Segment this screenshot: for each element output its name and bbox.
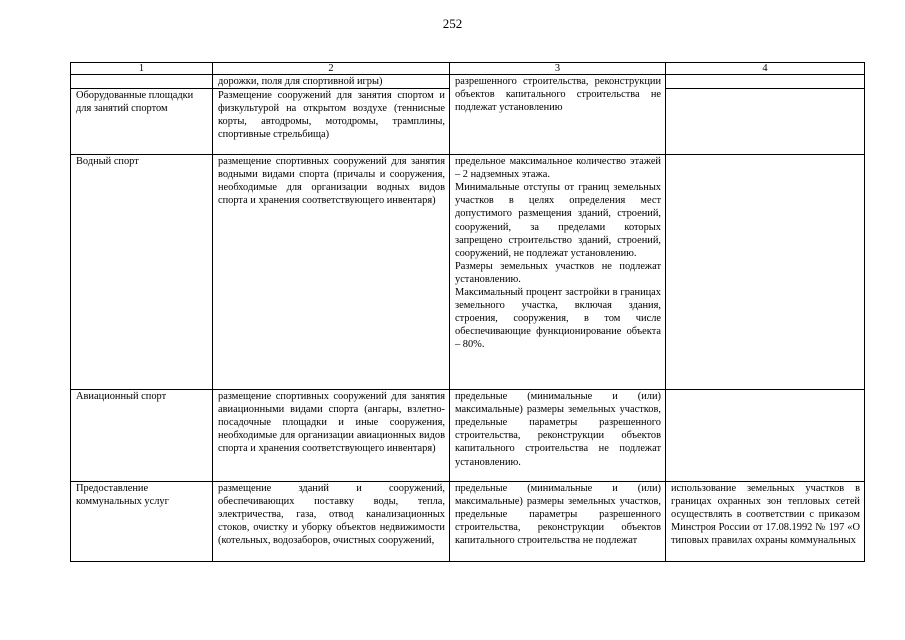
- parameters-text: Максимальный процент застройки в границах земельного участка, включая здания, строения, сооружения, в том числе обеспечивающие функционирование объекта – 80%.: [455, 287, 661, 351]
- parameters-text: Размеры земельных участков не подлежат установлению.: [455, 260, 661, 285]
- description-text: размещение спортивных сооружений для занятия авиационными видами спорта (ангары, взлетно-посадочные площадки и иные сооружения, необходимые для организации авиационных видов спорта и хранения соответствующего инвентаря): [218, 391, 445, 455]
- table-row: [71, 390, 865, 482]
- parameters-text: разрешенного строительства, реконструкции объектов капитального строительства не подлежат установлению: [455, 76, 661, 114]
- parameters-cell: [450, 75, 666, 155]
- description-cell: [213, 155, 450, 390]
- restrictions-text: использование земельных участков в границах охранных зон тепловых сетей осуществлять в соответствии с приказом Минстроя России от 17.08.1992 № 197 «О типовых правилах охраны коммунальных: [671, 483, 860, 547]
- page-number: 252: [442, 16, 463, 31]
- parameters-text: предельные (минимальные и (или) максимальные) размеры земельных участков, предельные параметры разрешенного строительства, реконструкции объектов капитального строительства не подлежат: [455, 483, 661, 547]
- column-number-3: 3: [450, 63, 666, 75]
- description-cell: [213, 390, 450, 482]
- description-text: размещение зданий и сооружений, обеспечивающих поставку воды, тепла, электричества, газа, отвод канализационных стоков, очистку и уборку объектов недвижимости (котельных, водозаборов, очистных сооружений,: [218, 483, 445, 547]
- restrictions-cell: [666, 482, 865, 562]
- restrictions-cell: [666, 89, 865, 155]
- parameters-cell: [450, 482, 666, 562]
- use-type-cell: [71, 75, 213, 89]
- description-text: размещение спортивных сооружений для занятия водными видами спорта (причалы и сооружения, необходимые для организации водных видов спорта и хранения соответствующего инвентаря): [218, 156, 445, 207]
- column-number-1: 1: [71, 63, 213, 75]
- parameters-cell: [450, 155, 666, 390]
- description-text: дорожки, поля для спортивной игры): [218, 76, 383, 87]
- description-cell: [213, 89, 450, 155]
- table-header-row: [71, 63, 865, 75]
- parameters-text: предельные (минимальные и (или) максимальные) размеры земельных участков, предельные параметры разрешенного строительства, реконструкции объектов капитального строительства не подлежат установлению.: [455, 391, 661, 468]
- zoning-table: [70, 62, 865, 562]
- table-row: [71, 155, 865, 390]
- description-cell: [213, 482, 450, 562]
- restrictions-cell: [666, 75, 865, 89]
- restrictions-cell: [666, 155, 865, 390]
- parameters-text: предельное максимальное количество этажей – 2 надземных этажа.: [455, 156, 661, 181]
- parameters-text: Минимальные отступы от границ земельных участков в целях определения мест допустимого размещения зданий, строений, сооружений, за пределами которых запрещено строительство зданий, строений, сооружений, не подлежат установлению.: [455, 182, 661, 259]
- table-row: [71, 75, 865, 89]
- description-text: Размещение сооружений для занятия спортом и физкультурой на открытом воздухе (теннисные корты, автодромы, мотодромы, трамплины, спортивные стрельбища): [218, 90, 445, 141]
- use-type-cell: Предоставление коммунальных услуг: [71, 482, 213, 562]
- use-type-cell: Авиационный спорт: [71, 390, 213, 482]
- use-type-cell: Оборудованные площадки для занятий спортом: [71, 89, 213, 155]
- parameters-cell: [450, 390, 666, 482]
- use-type-cell: Водный спорт: [71, 155, 213, 390]
- column-number-4: 4: [666, 63, 865, 75]
- restrictions-cell: [666, 390, 865, 482]
- table-row: [71, 482, 865, 562]
- description-cell: [213, 75, 450, 89]
- column-number-2: 2: [213, 63, 450, 75]
